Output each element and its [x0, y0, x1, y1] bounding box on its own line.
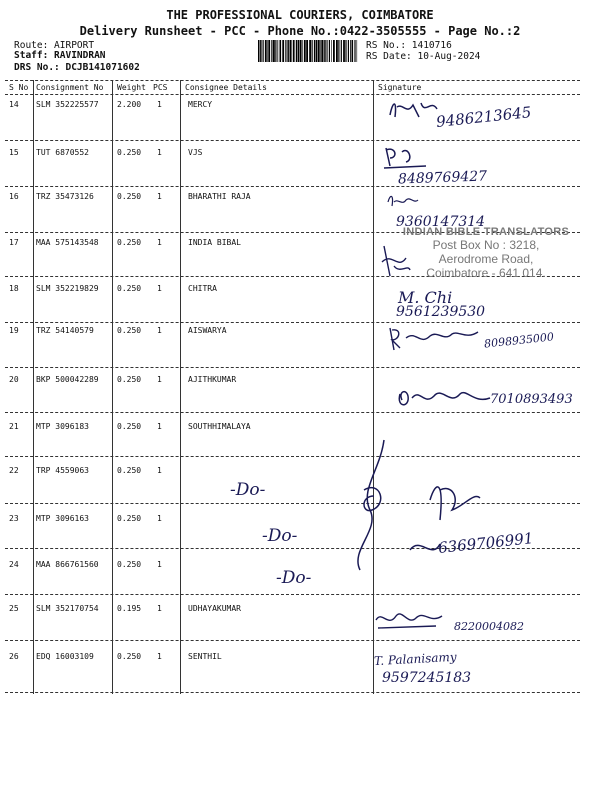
row-sno: 25	[9, 604, 19, 613]
row-sno: 22	[9, 466, 19, 475]
row-sno: 17	[9, 238, 19, 247]
row-weight: 0.250	[117, 514, 142, 523]
row-consignment: TUT 6870552	[36, 148, 89, 157]
row-weight: 0.195	[117, 604, 142, 613]
row-weight: 0.250	[117, 326, 142, 335]
rs-date: RS Date: 10-Aug-2024	[366, 51, 481, 62]
row-weight: 0.250	[117, 375, 142, 384]
row-separator	[5, 140, 580, 141]
column-rule	[180, 80, 181, 694]
row-sno: 16	[9, 192, 19, 201]
row-consignment: TRP 4559063	[36, 466, 89, 475]
column-rule	[373, 80, 374, 694]
row-pcs: 1	[157, 284, 162, 293]
row-consignee: INDIA BIBAL	[188, 238, 241, 247]
row-sno: 26	[9, 652, 19, 661]
row-consignee: UDHAYAKUMAR	[188, 604, 241, 613]
column-rule	[112, 80, 113, 694]
row-sno: 19	[9, 326, 19, 335]
col-consignee: Consignee Details	[185, 83, 267, 92]
handwritten-phone: 8220004082	[454, 620, 524, 633]
handwritten-phone: 9486213645	[435, 103, 533, 131]
row-pcs: 1	[157, 466, 162, 475]
row-separator	[5, 322, 580, 323]
route: Route: AIRPORT	[14, 40, 95, 51]
row-consignment: EDQ 16003109	[36, 652, 94, 661]
signature-scribble	[394, 384, 494, 414]
row-consignee: CHITRA	[188, 284, 217, 293]
handwritten-phone: 7010893493	[490, 392, 573, 407]
row-consignment: MAA 575143548	[36, 238, 99, 247]
row-sno: 24	[9, 560, 19, 569]
signature-scribble	[382, 142, 432, 170]
col-sno: S No	[9, 83, 29, 92]
row-pcs: 1	[157, 375, 162, 384]
stamp-line: Post Box No : 3218,	[432, 238, 540, 252]
drs-number: DRS No.: DCJB141071602	[14, 62, 140, 73]
row-consignee: SENTHIL	[188, 652, 222, 661]
handwritten-phone: 9597245183	[382, 670, 472, 686]
row-weight: 0.250	[117, 238, 142, 247]
row-sno: 20	[9, 375, 19, 384]
handwritten-phone: 8489769427	[397, 168, 488, 188]
row-weight: 0.250	[117, 652, 142, 661]
row-consignment: SLM 352219829	[36, 284, 99, 293]
stamp-line: INDIAN BIBLE TRANSLATORS	[402, 226, 570, 238]
rs-number: RS No.: 1410716	[366, 40, 452, 51]
company-name: THE PROFESSIONAL COURIERS, COIMBATORE	[166, 8, 434, 22]
row-consignee: MERCY	[188, 100, 213, 109]
organization-stamp	[392, 226, 580, 280]
row-separator	[5, 640, 580, 641]
handwritten-phone: 8098935000	[483, 330, 555, 351]
row-pcs: 1	[157, 514, 162, 523]
row-consignee: VJS	[188, 148, 203, 157]
signature-scribble	[340, 440, 500, 580]
row-consignment: MAA 866761560	[36, 560, 99, 569]
handwritten-name: T. Palanisamy	[373, 649, 457, 669]
handwritten-ditto: -Do-	[276, 568, 312, 588]
row-pcs: 1	[157, 238, 162, 247]
row-consignee: SOUTHHIMALAYA	[188, 422, 251, 431]
row-weight: 0.250	[117, 192, 142, 201]
row-consignment: SLM 352170754	[36, 604, 99, 613]
row-weight: 0.250	[117, 284, 142, 293]
stamp-line: Coimbatore - 641 014.	[426, 266, 546, 280]
row-pcs: 1	[157, 326, 162, 335]
row-consignment: SLM 352225577	[36, 100, 99, 109]
row-weight: 0.250	[117, 560, 142, 569]
row-consignee: BHARATHI RAJA	[188, 192, 251, 201]
col-signature: Signature	[378, 83, 422, 92]
row-weight: 2.200	[117, 100, 142, 109]
row-pcs: 1	[157, 560, 162, 569]
header-bottom-rule	[5, 94, 580, 95]
handwritten-ditto: -Do-	[262, 526, 298, 546]
row-weight: 0.250	[117, 466, 142, 475]
row-consignment: MTP 3096183	[36, 422, 89, 431]
row-separator	[5, 367, 580, 368]
row-weight: 0.250	[117, 148, 142, 157]
col-consignment: Consignment No	[36, 83, 104, 92]
row-consignment: TRZ 35473126	[36, 192, 94, 201]
signature-scribble	[386, 324, 486, 354]
signature-scribble	[372, 606, 452, 632]
row-pcs: 1	[157, 604, 162, 613]
row-pcs: 1	[157, 192, 162, 201]
row-weight: 0.250	[117, 422, 142, 431]
row-sno: 15	[9, 148, 19, 157]
header-top-rule	[5, 80, 580, 81]
row-separator	[5, 594, 580, 595]
row-separator	[5, 692, 580, 693]
row-separator	[5, 186, 580, 187]
handwritten-phone: 9360147314	[396, 214, 486, 230]
row-sno: 14	[9, 100, 19, 109]
staff: Staff: RAVINDRAN	[14, 50, 106, 61]
column-rule	[33, 80, 34, 694]
row-pcs: 1	[157, 148, 162, 157]
row-consignment: BKP 500042289	[36, 375, 99, 384]
row-sno: 21	[9, 422, 19, 431]
handwritten-signature: M. Chi	[398, 288, 453, 307]
row-consignee: AJITHKUMAR	[188, 375, 237, 384]
row-pcs: 1	[157, 422, 162, 431]
row-sno: 23	[9, 514, 19, 523]
barcode	[258, 40, 358, 62]
handwritten-phone: 9561239530	[396, 304, 486, 320]
handwritten-phone: 6369706991	[437, 529, 535, 557]
row-sno: 18	[9, 284, 19, 293]
signature-scribble	[384, 192, 424, 212]
stamp-line: Aerodrome Road,	[438, 252, 534, 266]
row-pcs: 1	[157, 100, 162, 109]
row-pcs: 1	[157, 652, 162, 661]
row-consignment: TRZ 54140579	[36, 326, 94, 335]
runsheet-subtitle: Delivery Runsheet - PCC - Phone No.:0422-3505555 - Page No.:2	[79, 24, 521, 38]
handwritten-ditto: -Do-	[230, 480, 266, 500]
row-consignment: MTP 3096163	[36, 514, 89, 523]
col-weight: Weight	[117, 83, 146, 92]
row-consignee: AISWARYA	[188, 326, 227, 335]
col-pcs: PCS	[153, 83, 168, 92]
signature-scribble	[385, 95, 445, 125]
